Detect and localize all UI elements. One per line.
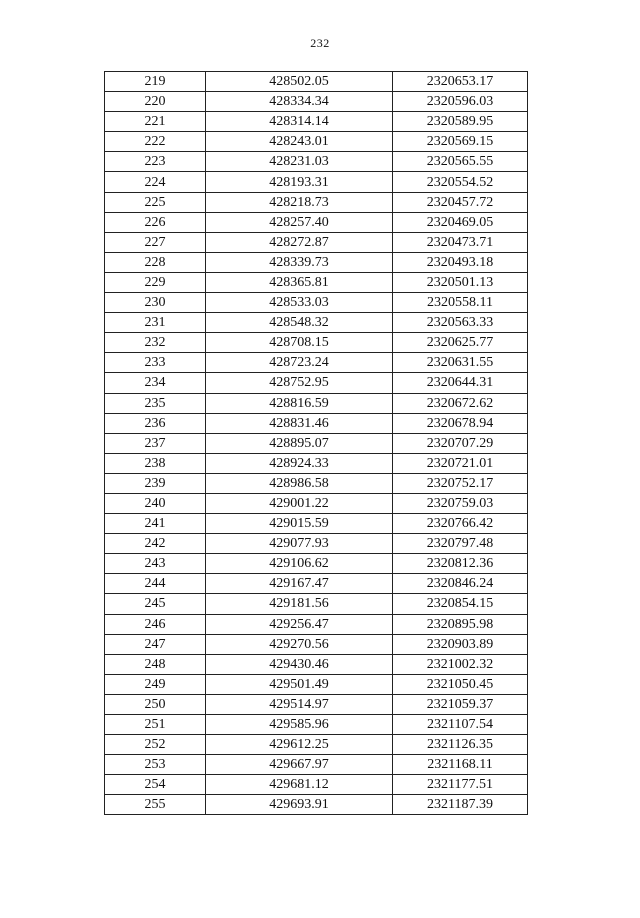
x-coordinate-cell: 428548.32 — [206, 313, 393, 333]
point-number-cell: 225 — [105, 192, 206, 212]
point-number-cell: 228 — [105, 252, 206, 272]
table-body — [105, 72, 528, 815]
table-row — [105, 654, 528, 674]
x-coordinate-cell: 428231.03 — [206, 152, 393, 172]
table-row — [105, 353, 528, 373]
point-number-cell: 242 — [105, 534, 206, 554]
table-row — [105, 413, 528, 433]
y-coordinate-cell: 2320812.36 — [393, 554, 528, 574]
x-coordinate-cell: 428723.24 — [206, 353, 393, 373]
table-row — [105, 252, 528, 272]
table-row — [105, 232, 528, 252]
x-coordinate-cell: 428334.34 — [206, 92, 393, 112]
y-coordinate-cell: 2320501.13 — [393, 272, 528, 292]
x-coordinate-cell: 428502.05 — [206, 72, 393, 92]
point-number-cell: 244 — [105, 574, 206, 594]
y-coordinate-cell: 2320672.62 — [393, 393, 528, 413]
y-coordinate-cell: 2320707.29 — [393, 433, 528, 453]
point-number-cell: 234 — [105, 373, 206, 393]
point-number-cell: 239 — [105, 473, 206, 493]
point-number-cell: 236 — [105, 413, 206, 433]
table-row — [105, 132, 528, 152]
y-coordinate-cell: 2320631.55 — [393, 353, 528, 373]
x-coordinate-cell: 429077.93 — [206, 534, 393, 554]
table-row — [105, 755, 528, 775]
x-coordinate-cell: 428257.40 — [206, 212, 393, 232]
point-number-cell: 231 — [105, 313, 206, 333]
coordinates-table — [104, 71, 528, 815]
x-coordinate-cell: 428339.73 — [206, 252, 393, 272]
x-coordinate-cell: 429585.96 — [206, 715, 393, 735]
y-coordinate-cell: 2320563.33 — [393, 313, 528, 333]
point-number-cell: 249 — [105, 674, 206, 694]
point-number-cell: 245 — [105, 594, 206, 614]
y-coordinate-cell: 2321168.11 — [393, 755, 528, 775]
y-coordinate-cell: 2321126.35 — [393, 735, 528, 755]
point-number-cell: 250 — [105, 694, 206, 714]
point-number-cell: 240 — [105, 493, 206, 513]
x-coordinate-cell: 428752.95 — [206, 373, 393, 393]
table-row — [105, 735, 528, 755]
page-number: 232 — [310, 36, 330, 50]
table-row — [105, 212, 528, 232]
x-coordinate-cell: 429106.62 — [206, 554, 393, 574]
x-coordinate-cell: 428243.01 — [206, 132, 393, 152]
x-coordinate-cell: 429681.12 — [206, 775, 393, 795]
x-coordinate-cell: 428895.07 — [206, 433, 393, 453]
table-row — [105, 614, 528, 634]
y-coordinate-cell: 2320565.55 — [393, 152, 528, 172]
point-number-cell: 248 — [105, 654, 206, 674]
y-coordinate-cell: 2320457.72 — [393, 192, 528, 212]
x-coordinate-cell: 428533.03 — [206, 293, 393, 313]
x-coordinate-cell: 429501.49 — [206, 674, 393, 694]
point-number-cell: 232 — [105, 333, 206, 353]
table-row — [105, 554, 528, 574]
x-coordinate-cell: 428193.31 — [206, 172, 393, 192]
table-row — [105, 775, 528, 795]
point-number-cell: 230 — [105, 293, 206, 313]
x-coordinate-cell: 428218.73 — [206, 192, 393, 212]
x-coordinate-cell: 429167.47 — [206, 574, 393, 594]
point-number-cell: 251 — [105, 715, 206, 735]
x-coordinate-cell: 429514.97 — [206, 694, 393, 714]
table-row — [105, 493, 528, 513]
point-number-cell: 255 — [105, 795, 206, 815]
table-row — [105, 795, 528, 815]
x-coordinate-cell: 429430.46 — [206, 654, 393, 674]
table-row — [105, 453, 528, 473]
point-number-cell: 247 — [105, 634, 206, 654]
point-number-cell: 237 — [105, 433, 206, 453]
x-coordinate-cell: 429015.59 — [206, 514, 393, 534]
point-number-cell: 219 — [105, 72, 206, 92]
y-coordinate-cell: 2320752.17 — [393, 473, 528, 493]
point-number-cell: 224 — [105, 172, 206, 192]
table-row — [105, 514, 528, 534]
y-coordinate-cell: 2320721.01 — [393, 453, 528, 473]
point-number-cell: 254 — [105, 775, 206, 795]
x-coordinate-cell: 429693.91 — [206, 795, 393, 815]
y-coordinate-cell: 2320644.31 — [393, 373, 528, 393]
table-row — [105, 473, 528, 493]
point-number-cell: 241 — [105, 514, 206, 534]
table-row — [105, 333, 528, 353]
y-coordinate-cell: 2320846.24 — [393, 574, 528, 594]
x-coordinate-cell: 428314.14 — [206, 112, 393, 132]
point-number-cell: 235 — [105, 393, 206, 413]
point-number-cell: 243 — [105, 554, 206, 574]
x-coordinate-cell: 428831.46 — [206, 413, 393, 433]
table-row — [105, 112, 528, 132]
point-number-cell: 229 — [105, 272, 206, 292]
y-coordinate-cell: 2320473.71 — [393, 232, 528, 252]
x-coordinate-cell: 428924.33 — [206, 453, 393, 473]
point-number-cell: 238 — [105, 453, 206, 473]
y-coordinate-cell: 2321107.54 — [393, 715, 528, 735]
table-row — [105, 152, 528, 172]
table-row — [105, 192, 528, 212]
point-number-cell: 233 — [105, 353, 206, 373]
y-coordinate-cell: 2320558.11 — [393, 293, 528, 313]
point-number-cell: 223 — [105, 152, 206, 172]
x-coordinate-cell: 428272.87 — [206, 232, 393, 252]
x-coordinate-cell: 429667.97 — [206, 755, 393, 775]
x-coordinate-cell: 429270.56 — [206, 634, 393, 654]
y-coordinate-cell: 2320903.89 — [393, 634, 528, 654]
x-coordinate-cell: 428986.58 — [206, 473, 393, 493]
y-coordinate-cell: 2321002.32 — [393, 654, 528, 674]
table-row — [105, 715, 528, 735]
point-number-cell: 227 — [105, 232, 206, 252]
y-coordinate-cell: 2320678.94 — [393, 413, 528, 433]
y-coordinate-cell: 2320493.18 — [393, 252, 528, 272]
point-number-cell: 221 — [105, 112, 206, 132]
y-coordinate-cell: 2320759.03 — [393, 493, 528, 513]
y-coordinate-cell: 2321187.39 — [393, 795, 528, 815]
point-number-cell: 246 — [105, 614, 206, 634]
table-row — [105, 574, 528, 594]
y-coordinate-cell: 2320854.15 — [393, 594, 528, 614]
x-coordinate-cell: 428708.15 — [206, 333, 393, 353]
x-coordinate-cell: 429001.22 — [206, 493, 393, 513]
x-coordinate-cell: 428816.59 — [206, 393, 393, 413]
x-coordinate-cell: 428365.81 — [206, 272, 393, 292]
point-number-cell: 222 — [105, 132, 206, 152]
y-coordinate-cell: 2320895.98 — [393, 614, 528, 634]
y-coordinate-cell: 2321059.37 — [393, 694, 528, 714]
table-row — [105, 272, 528, 292]
x-coordinate-cell: 429612.25 — [206, 735, 393, 755]
point-number-cell: 226 — [105, 212, 206, 232]
y-coordinate-cell: 2321050.45 — [393, 674, 528, 694]
table-row — [105, 72, 528, 92]
table-row — [105, 313, 528, 333]
table-row — [105, 92, 528, 112]
y-coordinate-cell: 2320596.03 — [393, 92, 528, 112]
table-row — [105, 433, 528, 453]
table-row — [105, 634, 528, 654]
y-coordinate-cell: 2320469.05 — [393, 212, 528, 232]
x-coordinate-cell: 429256.47 — [206, 614, 393, 634]
y-coordinate-cell: 2320569.15 — [393, 132, 528, 152]
table-row — [105, 172, 528, 192]
y-coordinate-cell: 2320625.77 — [393, 333, 528, 353]
table-row — [105, 694, 528, 714]
table-row — [105, 674, 528, 694]
y-coordinate-cell: 2320589.95 — [393, 112, 528, 132]
point-number-cell: 252 — [105, 735, 206, 755]
y-coordinate-cell: 2320766.42 — [393, 514, 528, 534]
x-coordinate-cell: 429181.56 — [206, 594, 393, 614]
table-row — [105, 393, 528, 413]
y-coordinate-cell: 2320653.17 — [393, 72, 528, 92]
y-coordinate-cell: 2321177.51 — [393, 775, 528, 795]
y-coordinate-cell: 2320797.48 — [393, 534, 528, 554]
y-coordinate-cell: 2320554.52 — [393, 172, 528, 192]
table-row — [105, 534, 528, 554]
table-row — [105, 373, 528, 393]
table-row — [105, 293, 528, 313]
point-number-cell: 220 — [105, 92, 206, 112]
point-number-cell: 253 — [105, 755, 206, 775]
table-row — [105, 594, 528, 614]
